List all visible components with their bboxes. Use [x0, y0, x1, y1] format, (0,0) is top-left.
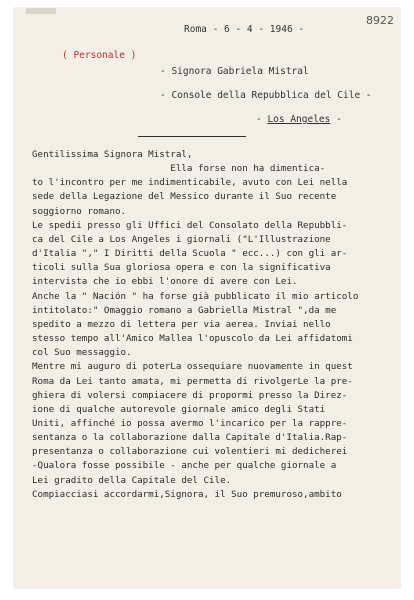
- archive-reference-number: 8922: [366, 14, 394, 27]
- letter-line: Ella forse non ha dimentica-: [32, 163, 326, 175]
- letter-line: d'Italia "," I Diritti della Scuola " ecc...) con gli ar-: [32, 248, 348, 260]
- letter-line: intervista che io ebbi l'onore di avere con Lei.: [32, 276, 298, 288]
- letter-line: intitolato:" Omaggio romano a Gabriella Mistral ",da me: [32, 304, 337, 316]
- letter-line: sede della Legazione del Messico durante il Suo recente: [32, 191, 337, 203]
- personal-marking: ( Personale ): [62, 50, 137, 61]
- separator-rule: [138, 136, 246, 137]
- letter-line: stesso tempo all'Amico Mallea l'opuscolo da Lei affidatomi: [32, 333, 353, 345]
- letter-date: Roma - 6 - 4 - 1946 -: [184, 24, 305, 35]
- letter-line: Uniti, affinché io possa avermo l'incarico per la rappre-: [32, 417, 348, 429]
- letter-line: Roma da Lei tanto amata, mi permetta di rivolgerLe la pre-: [32, 375, 353, 387]
- letter-line: ghiera di volersi compiacere di propormi presso la Direz-: [32, 389, 348, 401]
- letter-line: -Qualora fosse possibile - anche per qualche giornale a: [32, 460, 337, 472]
- letter-line: soggiorno romano.: [32, 205, 127, 217]
- recipient-city-line: [256, 114, 342, 125]
- letter-line: Mentre mi auguro di poterLa ossequiare nuovamente in quest: [32, 361, 353, 373]
- recipient-name: - Signora Gabriela Mistral: [160, 66, 309, 77]
- letter-line: presentanza o collaborazione cui volentieri mi dedicherei: [32, 446, 348, 458]
- letter-line: ione di qualche autorevole giornale amico degli Stati: [32, 403, 326, 415]
- letter-page: [14, 8, 400, 588]
- letter-line: Gentilissima Signora Mistral,: [32, 149, 193, 160]
- recipient-title: - Console della Repubblica del Cile -: [160, 90, 372, 101]
- letter-line: spedito a mezzo di lettera per via aerea. Inviai nello: [32, 318, 331, 330]
- letter-line: to l'incontro per me indimenticabile, avuto con Lei nella: [32, 177, 348, 189]
- letter-line: sentanza o la collaborazione dalla Capitale d'Italia.Rap-: [32, 432, 348, 444]
- letter-line: ca del Cile a Los Angeles i giornali ("L'Illustrazione: [32, 233, 331, 245]
- letter-line: col Suo messaggio.: [32, 347, 132, 359]
- recipient-city: Los Angeles: [267, 114, 331, 125]
- letter-line: Compiacciasi accordarmi,Signora, il Suo premuroso,ambito: [32, 488, 342, 500]
- letter-line: Lei gradito della Capitale del Cile.: [32, 474, 232, 486]
- letter-line: ticoli sulla Sua gloriosa opera e con la significativa: [32, 262, 331, 274]
- letter-line: Anche la " Nación " ha forse già pubblicato il mio articolo: [32, 290, 359, 302]
- recipient-city-suffix: -: [330, 114, 342, 125]
- letter-body: [32, 148, 392, 502]
- letter-line: Le spedii presso gli Uffici del Consolato della Repubbli-: [32, 219, 348, 231]
- recipient-city-prefix: -: [256, 114, 268, 125]
